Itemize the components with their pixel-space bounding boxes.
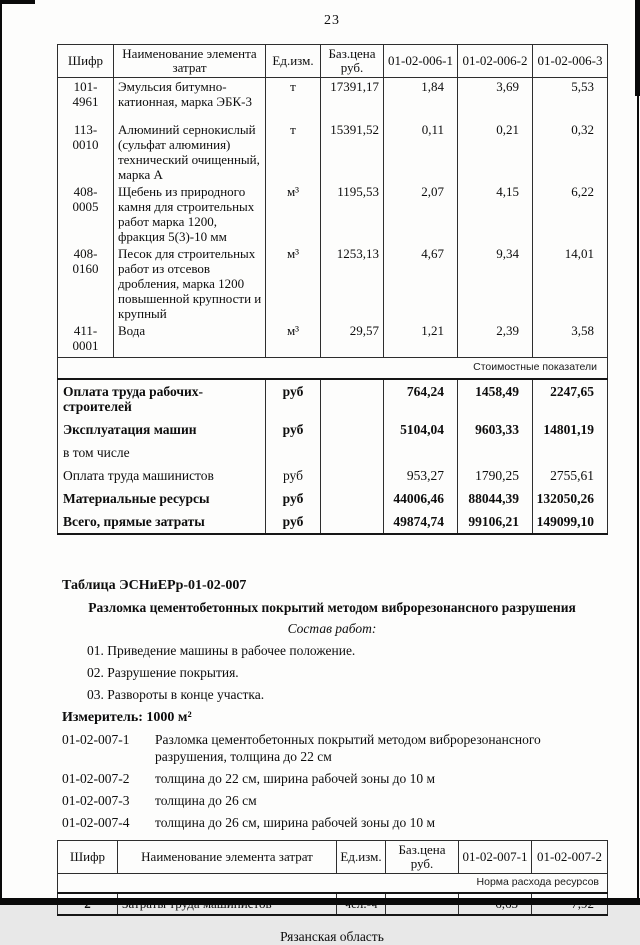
price-cell: 29,57 (321, 322, 384, 358)
variant-desc: толщина до 22 см, ширина рабочей зоны до 10 м (155, 771, 436, 786)
value-cell: 4,15 (458, 183, 533, 245)
value-cell: 0,11 (384, 121, 458, 183)
value-cell: 14801,19 (533, 418, 608, 441)
scan-artifact-bottom-bar (0, 898, 640, 905)
unit-cell: руб (266, 510, 321, 534)
resource-row (58, 121, 608, 183)
price-cell (321, 379, 384, 418)
unit-cell: м³ (266, 245, 321, 322)
band-row (58, 874, 608, 894)
price-cell (321, 464, 384, 487)
value-cell: 1,21 (384, 322, 458, 358)
value-cell: 764,24 (384, 379, 458, 418)
variant-code: 01-02-007-3 (62, 793, 130, 808)
variant-desc: Разломка цементобетонных покрытий методом виброрезонансного разрушения, толщина до 22 см (155, 732, 541, 764)
page-footer: Рязанская область (280, 929, 384, 944)
value-cell: 2,07 (384, 183, 458, 245)
header-norm-3: 01-02-006-3 (533, 45, 608, 78)
value-cell: 4,67 (384, 245, 458, 322)
value-cell: 953,27 (384, 464, 458, 487)
value-cell: 132050,26 (533, 487, 608, 510)
name-cell: Алюминий сернокислый (сульфат алюминия) технический очищенный, марка А (114, 121, 266, 183)
resource-row (58, 183, 608, 245)
totals-label: Эксплуатация машин (63, 422, 197, 437)
name-cell: Щебень из природного камня для строительных работ марка 1200, фракция 5(3)-10 мм (114, 183, 266, 245)
totals-label: Оплата труда машинистов (63, 468, 214, 483)
unit-cell: м³ (266, 322, 321, 358)
value-cell (384, 441, 458, 464)
variant-row (62, 792, 607, 809)
header-code: Шифр (58, 45, 114, 78)
name-cell: Песок для строительных работ из отсевов дробления, марка 1200 повышенной крупности и крупный (114, 245, 266, 322)
variant-desc: толщина до 26 см (155, 793, 257, 808)
section-01-02-007 (57, 577, 607, 831)
table-header-row (58, 841, 608, 874)
name-cell: Вода (114, 322, 266, 358)
value-cell: 9,34 (458, 245, 533, 322)
value-cell: 3,58 (533, 322, 608, 358)
scan-artifact-left-edge (0, 0, 2, 905)
value-cell: 1790,25 (458, 464, 533, 487)
price-cell (321, 487, 384, 510)
header-name: Наименование элемента затрат (118, 841, 337, 874)
band-label: Норма расхода ресурсов (58, 874, 608, 894)
variant-row (62, 731, 607, 765)
variant-desc: толщина до 26 см, ширина рабочей зоны до 10 м (155, 815, 436, 830)
totals-label: Всего, прямые затраты (63, 514, 205, 529)
value-cell (533, 441, 608, 464)
value-cell: 5,53 (533, 78, 608, 122)
value-cell: 149099,10 (533, 510, 608, 534)
variant-code: 01-02-007-4 (62, 815, 130, 830)
unit-cell: руб (266, 418, 321, 441)
value-cell: 0,21 (458, 121, 533, 183)
scan-artifact-corner-dash (2, 0, 35, 4)
unit-cell: руб (266, 379, 321, 418)
value-cell: 2,39 (458, 322, 533, 358)
variant-code: 01-02-007-1 (62, 732, 130, 747)
unit-cell: руб (266, 464, 321, 487)
unit-cell (266, 441, 321, 464)
measure-label: Измеритель: 1000 м² (62, 710, 192, 725)
price-cell: 17391,17 (321, 78, 384, 122)
header-norm-1: 01-02-006-1 (384, 45, 458, 78)
header-norm-1: 01-02-007-1 (459, 841, 532, 874)
header-norm-2: 01-02-006-2 (458, 45, 533, 78)
resource-row (58, 245, 608, 322)
table-header-row (58, 45, 608, 78)
price-cell (321, 510, 384, 534)
value-cell: 49874,74 (384, 510, 458, 534)
totals-label: в том числе (63, 445, 130, 460)
value-cell: 88044,39 (458, 487, 533, 510)
variant-code: 01-02-007-2 (62, 771, 130, 786)
code-cell: 408-0160 (72, 246, 99, 276)
value-cell: 3,69 (458, 78, 533, 122)
unit-cell: т (266, 78, 321, 122)
unit-cell: т (266, 121, 321, 183)
section-title: Разломка цементобетонных покрытий методом виброрезонансного разрушения (88, 600, 576, 615)
value-cell: 9603,33 (458, 418, 533, 441)
work-item: 03. Развороты в конце участка. (87, 687, 265, 702)
work-items-list (57, 642, 607, 703)
unit-cell: руб (266, 487, 321, 510)
header-norm-2: 01-02-007-2 (532, 841, 608, 874)
code-cell: 101-4961 (72, 79, 99, 109)
scan-artifact-right-edge (637, 0, 639, 905)
work-item: 01. Приведение машины в рабочее положение. (87, 643, 356, 658)
header-name: Наименование элемента затрат (114, 45, 266, 78)
header-unit: Ед.изм. (266, 45, 321, 78)
price-cell: 1253,13 (321, 245, 384, 322)
band-label: Стоимостные показатели (58, 358, 608, 380)
unit-cell: м³ (266, 183, 321, 245)
code-cell: 113-0010 (72, 122, 99, 152)
variant-row (62, 770, 607, 787)
code-cell: 411-0001 (72, 323, 99, 353)
value-cell: 44006,46 (384, 487, 458, 510)
work-composition-label: Состав работ: (287, 621, 377, 636)
code-cell: 408-0005 (72, 184, 99, 214)
totals-row (58, 510, 608, 534)
variants-list (57, 731, 607, 831)
totals-row (58, 379, 608, 418)
band-row (58, 358, 608, 380)
header-code: Шифр (58, 841, 118, 874)
price-cell (321, 418, 384, 441)
resource-row (58, 78, 608, 122)
value-cell: 14,01 (533, 245, 608, 322)
header-unit: Ед.изм. (337, 841, 386, 874)
header-base-price: Баз.цена руб. (321, 45, 384, 78)
totals-label: Оплата труда рабочих-строителей (63, 384, 204, 414)
page-number: 23 (324, 13, 340, 28)
variant-row (62, 814, 607, 831)
price-cell: 15391,52 (321, 121, 384, 183)
value-cell: 99106,21 (458, 510, 533, 534)
value-cell: 5104,04 (384, 418, 458, 441)
value-cell: 6,22 (533, 183, 608, 245)
totals-row (58, 464, 608, 487)
value-cell: 2755,61 (533, 464, 608, 487)
value-cell: 0,32 (533, 121, 608, 183)
name-cell: Эмульсия битумно-катионная, марка ЭБК-3 (114, 78, 266, 122)
table-code-heading: Таблица ЭСНиЕРр-01-02-007 (62, 578, 247, 593)
value-cell (458, 441, 533, 464)
value-cell: 1,84 (384, 78, 458, 122)
resource-row (58, 322, 608, 358)
price-cell: 1195,53 (321, 183, 384, 245)
totals-row (58, 487, 608, 510)
totals-row (58, 418, 608, 441)
totals-row (58, 441, 608, 464)
totals-label: Материальные ресурсы (63, 491, 210, 506)
cost-table-01-02-006 (57, 44, 608, 535)
work-item: 02. Разрушение покрытия. (87, 665, 239, 680)
price-cell (321, 441, 384, 464)
header-base-price: Баз.цена руб. (386, 841, 459, 874)
value-cell: 2247,65 (533, 379, 608, 418)
value-cell: 1458,49 (458, 379, 533, 418)
page-content (57, 0, 607, 945)
